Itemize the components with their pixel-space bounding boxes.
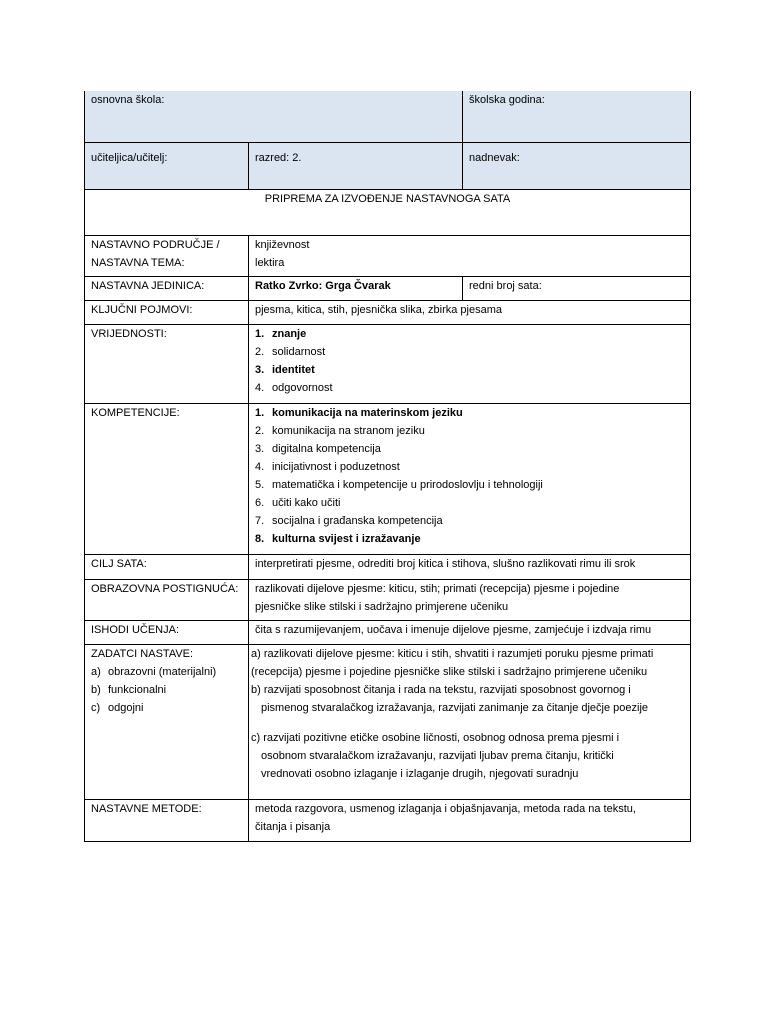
list-number: 1. bbox=[255, 328, 265, 340]
list-number: 8. bbox=[255, 533, 265, 545]
teacher-label: učiteljica/učitelj: bbox=[91, 152, 168, 164]
value-line: razlikovati dijelove pjesme: kiticu, stih; primati (recepcija) pjesme i pojedine bbox=[255, 583, 620, 595]
list-item bbox=[255, 361, 684, 379]
list-item bbox=[91, 699, 242, 717]
list-text: komunikacija na materinskom jeziku bbox=[272, 407, 463, 419]
value-line: pismenog stvaralačkog izražavanja, razvijati zanimanje za čitanje dječje poezije bbox=[261, 702, 649, 714]
header-row-teacher bbox=[85, 143, 691, 190]
label-ishodi-ucenja: ISHODI UČENJA: bbox=[85, 621, 249, 645]
list-number: 3. bbox=[255, 364, 265, 376]
list-item bbox=[255, 325, 684, 343]
list-text: znanje bbox=[272, 328, 307, 340]
school-cell bbox=[85, 91, 463, 143]
header-row-school bbox=[85, 91, 691, 143]
list-text: funkcionalni bbox=[108, 684, 167, 696]
list-number: 1. bbox=[255, 407, 265, 419]
value-kljucni-pojmovi: pjesma, kitica, stih, pjesnička slika, zbirka pjesama bbox=[249, 301, 691, 325]
list-item bbox=[255, 530, 684, 548]
date-cell bbox=[463, 143, 691, 190]
list-item bbox=[255, 512, 684, 530]
label-nastavna-jedinica: NASTAVNA JEDINICA: bbox=[85, 277, 249, 301]
value-cilj-sata: interpretirati pjesme, odrediti broj kitica i stihova, slušno razlikovati rimu ili srok bbox=[249, 555, 691, 580]
list-item bbox=[255, 494, 684, 512]
label-nastavne-metode: NASTAVNE METODE: bbox=[85, 800, 249, 842]
date-label: nadnevak: bbox=[469, 152, 520, 164]
list-number: 6. bbox=[255, 497, 265, 509]
list-number: 7. bbox=[255, 515, 265, 527]
label-line: NASTAVNO PODRUČJE / bbox=[91, 239, 220, 251]
list-number: 4. bbox=[255, 382, 265, 394]
value-line: osobnom stvaralačkom izražavanju, razvijati ljubav prema čitanju, kritički bbox=[261, 750, 614, 762]
value-nastavna-jedinica: Ratko Zvrko: Grga Čvarak bbox=[249, 277, 463, 301]
list-item bbox=[91, 681, 242, 699]
label-line: ZADATCI NASTAVE: bbox=[91, 648, 194, 660]
value-line: b) razvijati sposobnost čitanja i rada na tekstu, razvijati sposobnost govornog i bbox=[251, 684, 631, 696]
label-line: NASTAVNA TEMA: bbox=[91, 257, 185, 269]
value-line: metoda razgovora, usmenog izlaganja i objašnjavanja, metoda rada na tekstu, bbox=[255, 803, 636, 815]
school-year-cell bbox=[463, 91, 691, 143]
row-nastavna-jedinica bbox=[85, 277, 691, 301]
zadatci-sub-list bbox=[91, 663, 242, 717]
value-zadatci-nastave bbox=[249, 645, 691, 800]
row-obrazovna-postignuca bbox=[85, 580, 691, 621]
list-text: digitalna kompetencija bbox=[272, 443, 381, 455]
row-vrijednosti bbox=[85, 325, 691, 404]
value-line: čitanja i pisanja bbox=[255, 821, 331, 833]
label-nastavno-podrucje bbox=[85, 236, 249, 277]
list-letter: b) bbox=[91, 684, 101, 696]
value-line: književnost bbox=[255, 239, 310, 251]
teacher-cell bbox=[85, 143, 249, 190]
value-line: pjesničke slike stilski i sadržajno primjerene učeniku bbox=[255, 601, 509, 613]
list-item bbox=[255, 440, 684, 458]
list-text: kulturna svijest i izražavanje bbox=[272, 533, 421, 545]
title-row bbox=[85, 190, 691, 236]
list-item bbox=[255, 404, 684, 422]
value-line: a) razlikovati dijelove pjesme: kiticu i stih, shvatiti i razumjeti poruku pjesme primati bbox=[251, 648, 654, 660]
school-label: osnovna škola: bbox=[91, 94, 165, 106]
lesson-plan-form bbox=[84, 91, 691, 842]
form-title: PRIPREMA ZA IZVOĐENJE NASTAVNOGA SATA bbox=[85, 190, 691, 236]
vrijednosti-list bbox=[255, 325, 684, 397]
row-cilj-sata bbox=[85, 555, 691, 580]
list-item bbox=[255, 458, 684, 476]
row-kompetencije bbox=[85, 404, 691, 555]
value-kompetencije bbox=[249, 404, 691, 555]
value-nastavno-podrucje bbox=[249, 236, 691, 277]
list-text: odgovornost bbox=[272, 382, 333, 394]
value-vrijednosti bbox=[249, 325, 691, 404]
list-text: odgojni bbox=[108, 702, 144, 714]
row-zadatci-nastave bbox=[85, 645, 691, 800]
value-line: c) razvijati pozitivne etičke osobine ličnosti, osobnog odnosa prema pjesmi i bbox=[251, 732, 620, 744]
list-item bbox=[255, 379, 684, 397]
row-nastavno-podrucje bbox=[85, 236, 691, 277]
list-item bbox=[255, 422, 684, 440]
row-kljucni-pojmovi bbox=[85, 301, 691, 325]
kompetencije-list bbox=[255, 404, 684, 548]
label-zadatci-nastave bbox=[85, 645, 249, 800]
grade-cell bbox=[249, 143, 463, 190]
list-text: matematička i kompetencije u prirodoslovlju i tehnologiji bbox=[272, 479, 543, 491]
label-vrijednosti: VRIJEDNOSTI: bbox=[85, 325, 249, 404]
list-number: 5. bbox=[255, 479, 265, 491]
value-ishodi-ucenja: čita s razumijevanjem, uočava i imenuje dijelove pjesme, zamjećuje i izdvaja rimu bbox=[249, 621, 691, 645]
label-cilj-sata: CILJ SATA: bbox=[85, 555, 249, 580]
list-number: 2. bbox=[255, 425, 265, 437]
value-line: (recepcija) pjesme i pojedine pjesničke slike stilski i sadržajno primjerene učeniku bbox=[251, 666, 648, 678]
label-kompetencije: KOMPETENCIJE: bbox=[85, 404, 249, 555]
lesson-number-cell: redni broj sata: bbox=[463, 277, 691, 301]
value-nastavne-metode bbox=[249, 800, 691, 842]
list-item bbox=[91, 663, 242, 681]
list-item bbox=[255, 476, 684, 494]
list-number: 3. bbox=[255, 443, 265, 455]
label-kljucni-pojmovi: KLJUČNI POJMOVI: bbox=[85, 301, 249, 325]
list-number: 2. bbox=[255, 346, 265, 358]
label-obrazovna-postignuca: OBRAZOVNA POSTIGNUĆA: bbox=[85, 580, 249, 621]
list-letter: a) bbox=[91, 666, 101, 678]
list-text: obrazovni (materijalni) bbox=[108, 666, 217, 678]
list-text: učiti kako učiti bbox=[272, 497, 341, 509]
list-text: inicijativnost i poduzetnost bbox=[272, 461, 400, 473]
list-number: 4. bbox=[255, 461, 265, 473]
grade-label: razred: 2. bbox=[255, 152, 302, 164]
list-text: identitet bbox=[272, 364, 315, 376]
list-item bbox=[255, 343, 684, 361]
spacer bbox=[251, 717, 684, 729]
value-line: vrednovati osobno izlaganje i izlaganje drugih, njegovati suradnju bbox=[261, 768, 579, 780]
row-ishodi-ucenja bbox=[85, 621, 691, 645]
list-text: socijalna i građanska kompetencija bbox=[272, 515, 443, 527]
row-nastavne-metode bbox=[85, 800, 691, 842]
list-text: solidarnost bbox=[272, 346, 326, 358]
value-obrazovna-postignuca bbox=[249, 580, 691, 621]
value-line: lektira bbox=[255, 257, 285, 269]
list-letter: c) bbox=[91, 702, 101, 714]
school-year-label: školska godina: bbox=[469, 94, 545, 106]
list-text: komunikacija na stranom jeziku bbox=[272, 425, 425, 437]
